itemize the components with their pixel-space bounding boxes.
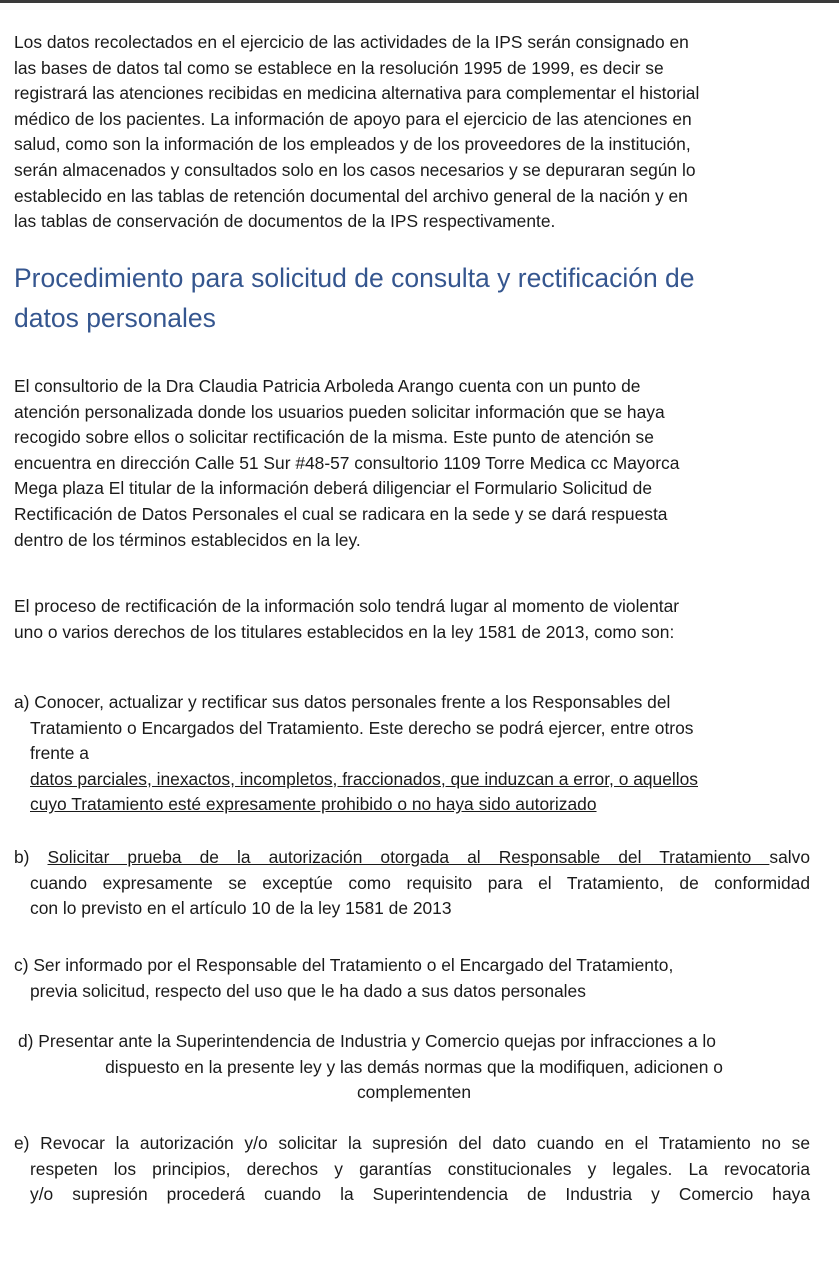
text-line: atención personalizada donde los usuarios pueden solicitar información que se haya [14, 401, 665, 422]
text-line: establecido en las tablas de retención documental del archivo general de la nación y en [14, 185, 688, 206]
top-border [0, 0, 839, 3]
item-line: previa solicitud, respecto del uso que le ha dado a sus datos personales [30, 980, 586, 1001]
text-line: las tablas de conservación de documentos de la IPS respectivamente. [14, 211, 556, 232]
text-line: Rectificación de Datos Personales el cual se radicara en la sede y se dará respuesta [14, 503, 668, 524]
item-line: a) Conocer, actualizar y rectificar sus datos personales frente a los Responsables del [14, 692, 671, 712]
item-line: c) Ser informado por el Responsable del Tratamiento o el Encargado del Tratamiento, [14, 955, 674, 975]
item-line: dispuesto en la presente ley y las demás normas que la modifiquen, adicionen o [105, 1056, 723, 1077]
text-line: El proceso de rectificación de la información solo tendrá lugar al momento de violentar [14, 596, 680, 616]
item-prefix: b) [14, 847, 48, 867]
text-line: dentro de los términos establecidos en la ley. [14, 529, 361, 550]
text-line: serán almacenados y consultados solo en los casos necesarios y se depuraran según lo [14, 159, 696, 180]
text-line: registrará las atenciones recibidas en medicina alternativa para complementar el historial [14, 83, 700, 104]
proceso-paragraph [14, 594, 679, 645]
section-heading [14, 258, 814, 338]
text-line: recogido sobre ellos o solicitar rectificación de la misma. Este punto de atención se [14, 427, 654, 448]
heading-line: Procedimiento para solicitud de consulta y rectificación de [14, 263, 695, 293]
item-line: frente a [30, 743, 89, 764]
text-line: salud, como son la información de los empleados y de los proveedores de la institución, [14, 134, 691, 155]
text-line: médico de los pacientes. La información de apoyo para el ejercicio de las atenciones en [14, 108, 692, 129]
item-line: y/o supresión procederá cuando la Superintendencia de Industria y Comercio haya [30, 1184, 810, 1205]
item-line: d) Presentar ante la Superintendencia de Industria y Comercio quejas por infracciones a lo [18, 1031, 716, 1051]
item-line: Tratamiento o Encargados del Tratamiento. Este derecho se podrá ejercer, entre otros [30, 717, 694, 738]
item-line [14, 845, 810, 871]
text-line: uno o varios derechos de los titulares establecidos en la ley 1581 de 2013, como son: [14, 621, 675, 642]
item-line-underlined: cuyo Tratamiento esté expresamente prohibido o no haya sido autorizado [30, 794, 597, 815]
text-line: Mega plaza El titular de la información deberá diligenciar el Formulario Solicitud de [14, 478, 652, 499]
intro-paragraph [14, 30, 699, 235]
text-line: encuentra en dirección Calle 51 Sur #48-57 consultorio 1109 Torre Medica cc Mayorca [14, 452, 680, 473]
consultorio-paragraph [14, 374, 679, 553]
item-text: salvo [769, 847, 810, 867]
item-line: complementen [356, 1082, 472, 1103]
list-item-e [14, 1131, 810, 1208]
list-item-c [14, 953, 814, 1004]
item-line: respeten los principios, derechos y garantías constitucionales y legales. La revocatoria [30, 1158, 810, 1179]
item-line: cuando expresamente se exceptúe como requisito para el Tratamiento, de conformidad [30, 872, 810, 893]
text-line: las bases de datos tal como se establece en la resolución 1995 de 1999, es decir se [14, 57, 664, 78]
text-line: El consultorio de la Dra Claudia Patricia Arboleda Arango cuenta con un punto de [14, 376, 641, 396]
underlined-text: Solicitar prueba de la autorización otorgada al Responsable del Tratamiento [47, 847, 770, 867]
list-item-d [14, 1029, 814, 1106]
list-item-a [14, 690, 814, 818]
text-line: Los datos recolectados en el ejercicio de las actividades de la IPS serán consignado en [14, 32, 689, 52]
list-item-b [14, 845, 810, 922]
item-line: e) Revocar la autorización y/o solicitar la supresión del dato cuando en el Tratamiento no se [14, 1133, 810, 1153]
item-line-underlined: datos parciales, inexactos, incompletos, fraccionados, que induzcan a error, o aquellos [30, 768, 698, 789]
item-line: con lo previsto en el artículo 10 de la ley 1581 de 2013 [30, 898, 452, 919]
heading-line: datos personales [14, 303, 216, 333]
